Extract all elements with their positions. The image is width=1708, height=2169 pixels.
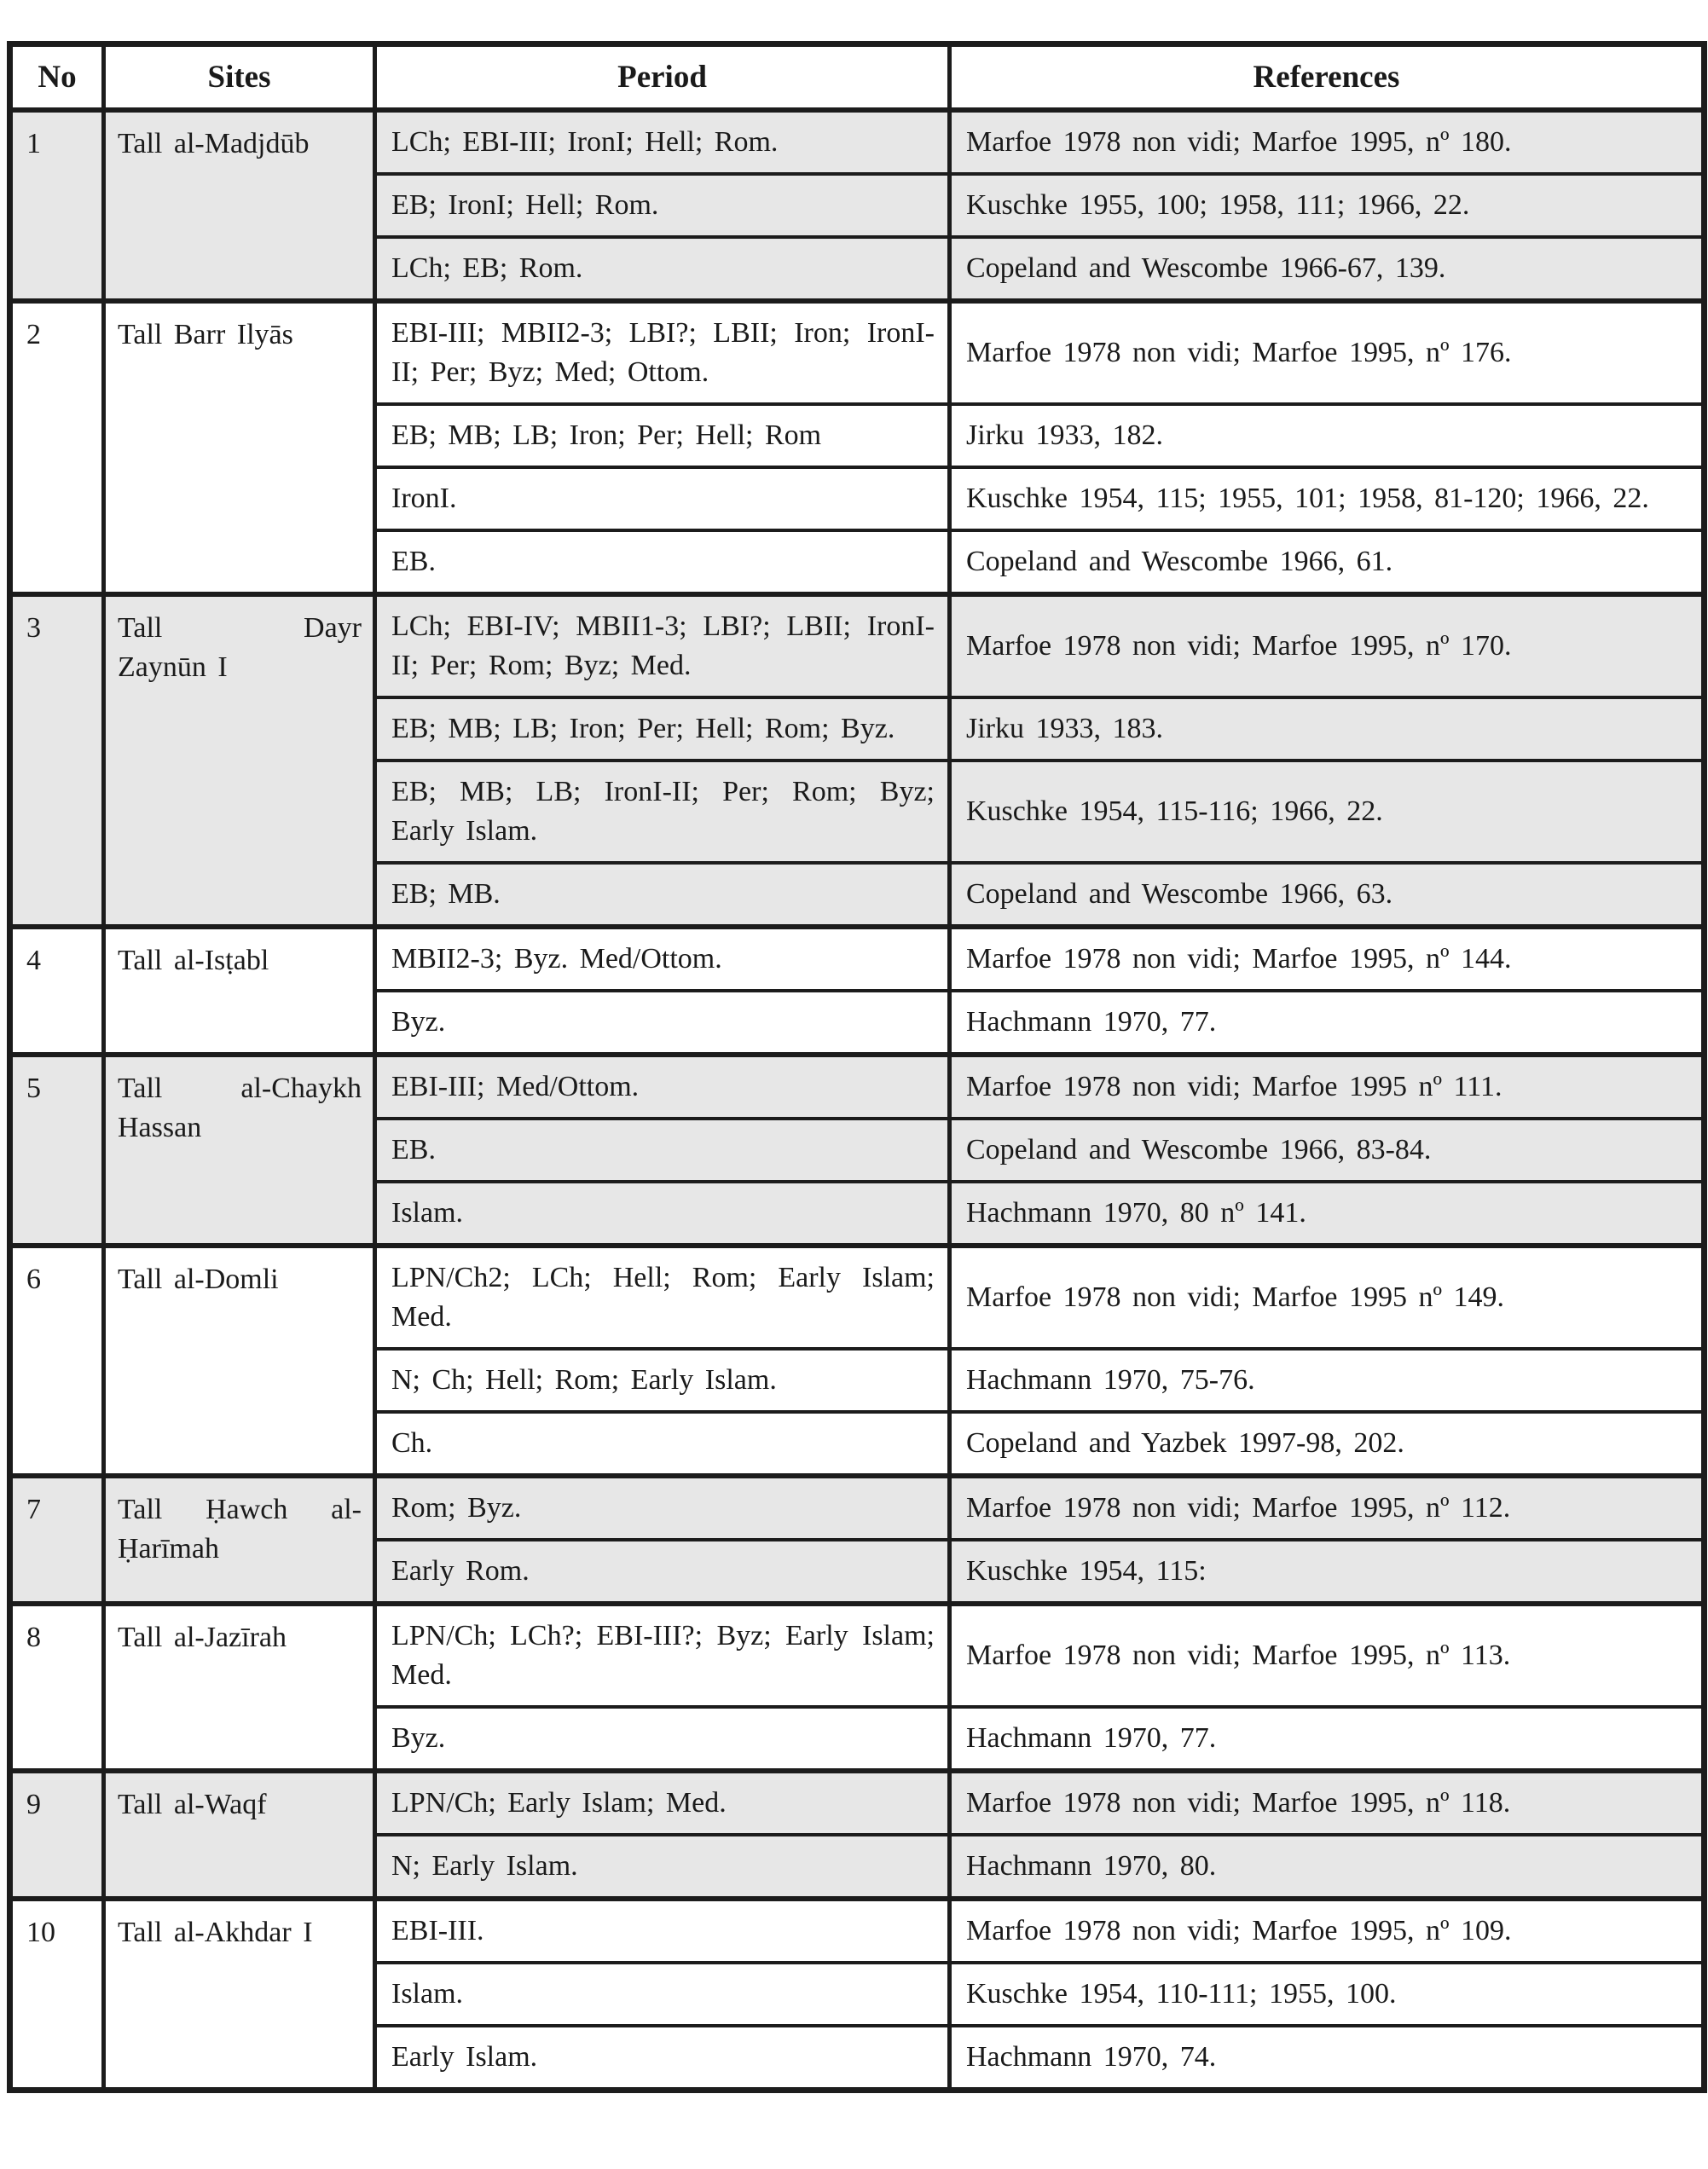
period-cell: LCh; EBI-IV; MBII1-3; LBI?; LBII; IronI-II; Per; Rom; Byz; Med. <box>375 594 950 697</box>
period-cell: EB; MB; LB; IronI-II; Per; Rom; Byz; Early Islam. <box>375 761 950 863</box>
column-header-period: Period <box>375 44 950 111</box>
reference-cell: Hachmann 1970, 74. <box>950 2026 1705 2091</box>
period-cell: EB; MB; LB; Iron; Per; Hell; Rom <box>375 404 950 467</box>
table-row <box>10 1246 1705 1349</box>
site-name-line: Tall al-Chaykh <box>118 1073 362 1104</box>
period-cell: LPN/Ch2; LCh; Hell; Rom; Early Islam; Med. <box>375 1246 950 1349</box>
site-no-cell: 7 <box>10 1476 104 1604</box>
reference-cell: Kuschke 1954, 110-111; 1955, 100. <box>950 1963 1705 2026</box>
reference-cell: Marfoe 1978 non vidi; Marfoe 1995, nº 112. <box>950 1476 1705 1540</box>
period-cell: EBI-III. <box>375 1899 950 1963</box>
table-row <box>10 1899 1705 1963</box>
reference-cell: Marfoe 1978 non vidi; Marfoe 1995, nº 180. <box>950 110 1705 174</box>
reference-cell: Hachmann 1970, 77. <box>950 991 1705 1055</box>
reference-cell: Jirku 1933, 182. <box>950 404 1705 467</box>
period-cell: Islam. <box>375 1963 950 2026</box>
reference-cell: Marfoe 1978 non vidi; Marfoe 1995, nº 170. <box>950 594 1705 697</box>
reference-cell: Kuschke 1954, 115; 1955, 101; 1958, 81-120; 1966, 22. <box>950 467 1705 530</box>
site-name-cell <box>104 1476 375 1604</box>
reference-cell: Marfoe 1978 non vidi; Marfoe 1995, nº 109. <box>950 1899 1705 1963</box>
reference-cell: Marfoe 1978 non vidi; Marfoe 1995, nº 144. <box>950 927 1705 991</box>
site-no-cell: 4 <box>10 927 104 1055</box>
reference-cell: Marfoe 1978 non vidi; Marfoe 1995 nº 149. <box>950 1246 1705 1349</box>
site-no-cell: 1 <box>10 110 104 301</box>
column-header-references: References <box>950 44 1705 111</box>
site-name-cell: Tall al-Waqf <box>104 1771 375 1899</box>
period-cell: Rom; Byz. <box>375 1476 950 1540</box>
period-cell: N; Early Islam. <box>375 1835 950 1899</box>
reference-cell: Marfoe 1978 non vidi; Marfoe 1995, nº 176. <box>950 301 1705 404</box>
reference-cell: Hachmann 1970, 80 nº 141. <box>950 1182 1705 1246</box>
table-body <box>10 110 1705 2091</box>
site-no-cell: 8 <box>10 1604 104 1771</box>
period-cell: Islam. <box>375 1182 950 1246</box>
site-name-cell <box>104 1055 375 1246</box>
period-cell: MBII2-3; Byz. Med/Ottom. <box>375 927 950 991</box>
site-no-cell: 9 <box>10 1771 104 1899</box>
period-cell: Early Islam. <box>375 2026 950 2091</box>
reference-cell: Hachmann 1970, 77. <box>950 1707 1705 1771</box>
reference-cell: Marfoe 1978 non vidi; Marfoe 1995, nº 113. <box>950 1604 1705 1707</box>
reference-cell: Hachmann 1970, 80. <box>950 1835 1705 1899</box>
period-cell: LCh; EBI-III; IronI; Hell; Rom. <box>375 110 950 174</box>
site-name-cell: Tall al-Jazīrah <box>104 1604 375 1771</box>
period-cell: Early Rom. <box>375 1540 950 1604</box>
column-header-no: No <box>10 44 104 111</box>
period-cell: Ch. <box>375 1412 950 1476</box>
period-cell: EB; MB; LB; Iron; Per; Hell; Rom; Byz. <box>375 697 950 761</box>
site-name-line: Hassan <box>118 1112 202 1143</box>
table-header <box>10 44 1705 111</box>
period-cell: EBI-III; MBII2-3; LBI?; LBII; Iron; IronI-II; Per; Byz; Med; Ottom. <box>375 301 950 404</box>
period-cell: IronI. <box>375 467 950 530</box>
header-row <box>10 44 1705 111</box>
reference-cell: Marfoe 1978 non vidi; Marfoe 1995 nº 111. <box>950 1055 1705 1119</box>
site-name-line: Zaynūn I <box>118 651 228 683</box>
table-row <box>10 1771 1705 1835</box>
period-cell: EB; MB. <box>375 863 950 927</box>
site-name-cell: Tall Barr Ilyās <box>104 301 375 594</box>
reference-cell: Marfoe 1978 non vidi; Marfoe 1995, nº 118. <box>950 1771 1705 1835</box>
period-cell: LPN/Ch; Early Islam; Med. <box>375 1771 950 1835</box>
site-name-cell: Tall al-Domli <box>104 1246 375 1476</box>
site-name-cell <box>104 594 375 927</box>
reference-cell: Kuschke 1955, 100; 1958, 111; 1966, 22. <box>950 174 1705 237</box>
sites-periods-references-table <box>7 41 1707 2093</box>
site-no-cell: 3 <box>10 594 104 927</box>
reference-cell: Copeland and Wescombe 1966, 63. <box>950 863 1705 927</box>
column-header-sites: Sites <box>104 44 375 111</box>
period-cell: EB. <box>375 1119 950 1182</box>
table-row <box>10 1055 1705 1119</box>
period-cell: EB; IronI; Hell; Rom. <box>375 174 950 237</box>
table-row <box>10 1476 1705 1540</box>
site-name-cell: Tall al-Isṭabl <box>104 927 375 1055</box>
period-cell: LPN/Ch; LCh?; EBI-III?; Byz; Early Islam; Med. <box>375 1604 950 1707</box>
site-name-cell: Tall al-Akhdar I <box>104 1899 375 2091</box>
table-row <box>10 1604 1705 1707</box>
reference-cell: Copeland and Wescombe 1966, 83-84. <box>950 1119 1705 1182</box>
reference-cell: Hachmann 1970, 75-76. <box>950 1349 1705 1412</box>
reference-cell: Copeland and Wescombe 1966, 61. <box>950 530 1705 594</box>
reference-cell: Jirku 1933, 183. <box>950 697 1705 761</box>
site-name-line: Ḥarīmah <box>118 1533 219 1565</box>
reference-cell: Kuschke 1954, 115-116; 1966, 22. <box>950 761 1705 863</box>
period-cell: Byz. <box>375 991 950 1055</box>
period-cell: N; Ch; Hell; Rom; Early Islam. <box>375 1349 950 1412</box>
reference-cell: Copeland and Yazbek 1997-98, 202. <box>950 1412 1705 1476</box>
table-row <box>10 110 1705 174</box>
table-row <box>10 301 1705 404</box>
table-row <box>10 927 1705 991</box>
table-row <box>10 594 1705 697</box>
site-name-line: Tall Ḥawch al- <box>118 1494 362 1525</box>
site-no-cell: 6 <box>10 1246 104 1476</box>
site-name-line: Tall Dayr <box>118 612 362 644</box>
period-cell: EB. <box>375 530 950 594</box>
site-no-cell: 5 <box>10 1055 104 1246</box>
period-cell: Byz. <box>375 1707 950 1771</box>
reference-cell: Copeland and Wescombe 1966-67, 139. <box>950 237 1705 301</box>
site-no-cell: 2 <box>10 301 104 594</box>
site-name-cell: Tall al-Madjdūb <box>104 110 375 301</box>
reference-cell: Kuschke 1954, 115: <box>950 1540 1705 1604</box>
period-cell: EBI-III; Med/Ottom. <box>375 1055 950 1119</box>
period-cell: LCh; EB; Rom. <box>375 237 950 301</box>
site-no-cell: 10 <box>10 1899 104 2091</box>
